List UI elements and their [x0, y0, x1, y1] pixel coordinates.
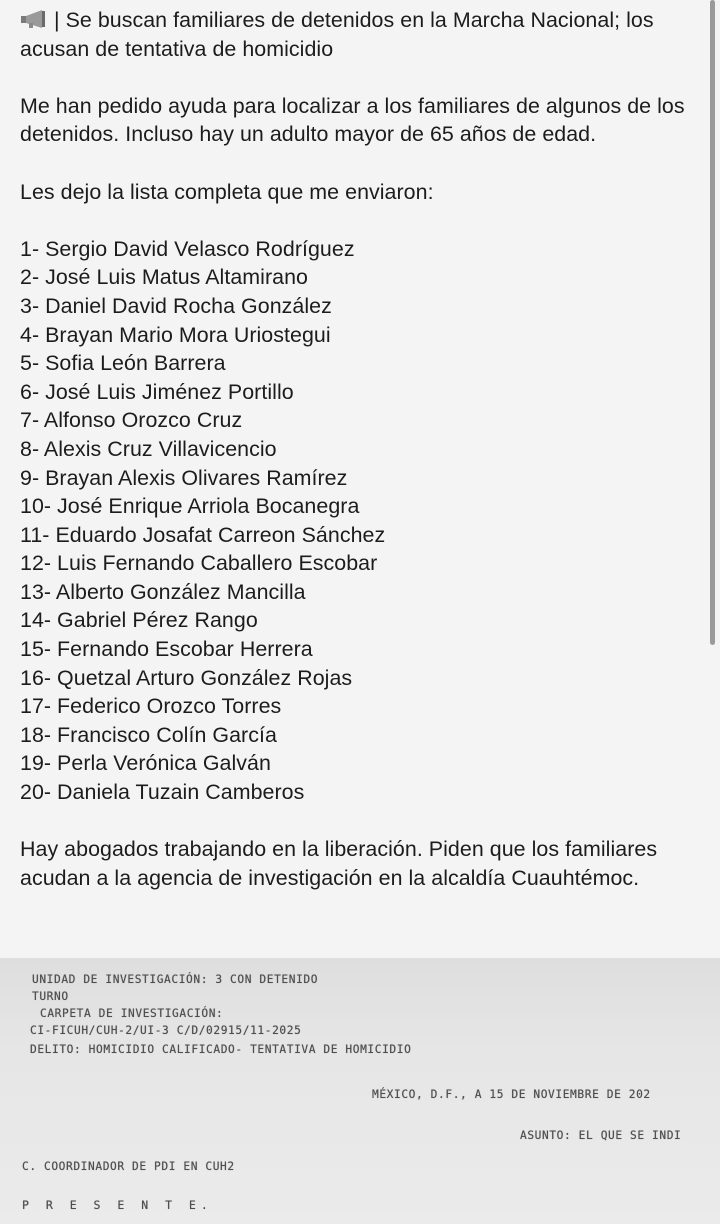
list-item: 15- Fernando Escobar Herrera: [20, 637, 313, 662]
list-item: 8- Alexis Cruz Villavicencio: [20, 436, 277, 461]
doc-turno: TURNO: [32, 990, 69, 1003]
list-item: 3- Daniel David Rocha González: [20, 293, 332, 318]
list-item: 12- Luis Fernando Caballero Escobar: [20, 551, 378, 576]
list-item: 4- Brayan Mario Mora Uriostegui: [20, 322, 331, 347]
doc-unit: UNIDAD DE INVESTIGACIÓN: 3 CON DETENIDO: [32, 973, 319, 986]
doc-asunto: ASUNTO: EL QUE SE INDI: [520, 1129, 682, 1142]
list-item: 19- Perla Verónica Galván: [20, 751, 271, 776]
list-item: 7- Alfonso Orozco Cruz: [20, 408, 243, 433]
post-closing: Hay abogados trabajando en la liberación. Piden que los familiares acudan a la agencia de investigación en la alcaldía Cuauhtémoc.: [20, 837, 658, 890]
list-item: 18- Francisco Colín García: [20, 722, 277, 747]
scrollbar[interactable]: [710, 0, 715, 645]
list-item: 10- José Enrique Arriola Bocanegra: [20, 494, 360, 519]
list-item: 9- Brayan Alexis Olivares Ramírez: [20, 465, 348, 490]
list-item: 17- Federico Orozco Torres: [20, 694, 282, 719]
doc-carpeta-number: CI-FICUH/CUH-2/UI-3 C/D/02915/11-2025: [30, 1024, 302, 1037]
list-item: 1- Sergio David Velasco Rodríguez: [20, 236, 355, 261]
doc-presente: P R E S E N T E.: [22, 1198, 213, 1212]
list-intro: Les dejo la lista completa que me enviaron:: [20, 179, 434, 204]
doc-carpeta-label: CARPETA DE INVESTIGACIÓN:: [40, 1007, 224, 1020]
list-item: 16- Quetzal Arturo González Rojas: [20, 665, 353, 690]
post-headline: [20, 6, 705, 63]
list-item: 14- Gabriel Pérez Rango: [20, 608, 258, 633]
list-item: 5- Sofia León Barrera: [20, 351, 226, 376]
doc-delito: DELITO: HOMICIDIO CALIFICADO- TENTATIVA DE HOMICIDIO: [30, 1043, 412, 1056]
list-item: 13- Alberto González Mancilla: [20, 579, 306, 604]
list-item: 6- José Luis Jiménez Portillo: [20, 379, 294, 404]
headline-text: | Se buscan familiares de detenidos en la Marcha Nacional; los acusan de tentativa de homicidio: [20, 8, 654, 61]
megaphone-icon: [20, 9, 50, 29]
post-text: [20, 6, 705, 892]
post-intro: Me han pedido ayuda para localizar a los familiares de algunos de los detenidos. Incluso hay un adulto mayor de 65 años de edad.: [20, 93, 685, 147]
document-photo: [0, 958, 720, 1224]
doc-addressee: C. COORDINADOR DE PDI EN CUH2: [22, 1160, 235, 1173]
list-item: 20- Daniela Tuzain Camberos: [20, 780, 305, 805]
list-item: 2- José Luis Matus Altamirano: [20, 265, 308, 290]
doc-date: MÉXICO, D.F., A 15 DE NOVIEMBRE DE 202: [372, 1088, 651, 1101]
list-item: 11- Eduardo Josafat Carreon Sánchez: [20, 522, 386, 547]
detainee-list: [20, 235, 705, 807]
